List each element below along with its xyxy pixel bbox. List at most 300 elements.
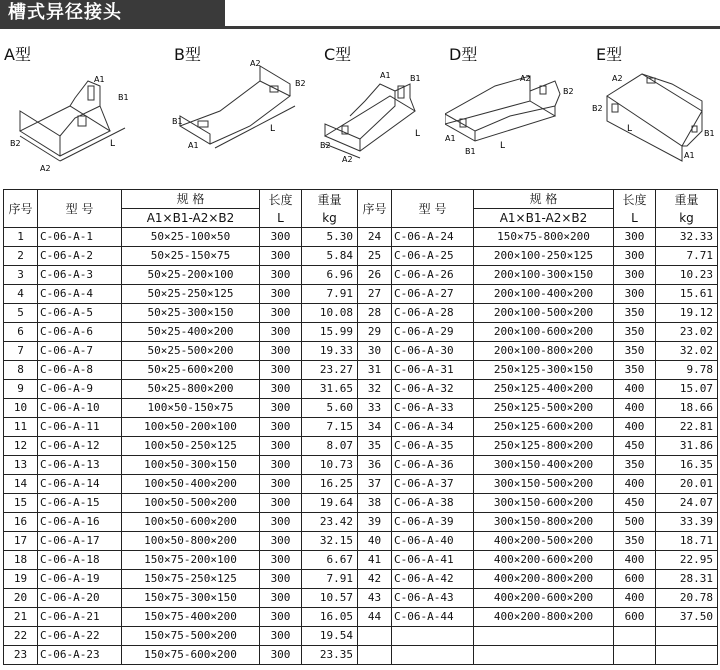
- cell-seq: 10: [4, 399, 38, 418]
- cell-length: 300: [260, 323, 302, 342]
- table-row: [4, 475, 718, 494]
- cell-spec: 150×75-400×200: [122, 608, 260, 627]
- cell-length: 300: [614, 285, 656, 304]
- cell-model: C-06-A-17: [38, 532, 122, 551]
- cell-length: [614, 646, 656, 665]
- cell-length: 300: [260, 418, 302, 437]
- cell-weight: 5.60: [302, 399, 358, 418]
- cell-length: 300: [260, 437, 302, 456]
- cell-model: C-06-A-9: [38, 380, 122, 399]
- cell-seq: 33: [358, 399, 392, 418]
- cell-seq: 9: [4, 380, 38, 399]
- cell-spec: 100×50-800×200: [122, 532, 260, 551]
- dim-a1: A1: [188, 141, 199, 150]
- cell-weight: 5.30: [302, 228, 358, 247]
- header-seq: 序号: [358, 190, 392, 228]
- table-row: [4, 323, 718, 342]
- cell-seq: 39: [358, 513, 392, 532]
- cell-spec: 150×75-800×200: [474, 228, 614, 247]
- cell-seq: 21: [4, 608, 38, 627]
- table-row: [4, 418, 718, 437]
- cell-length: 300: [260, 266, 302, 285]
- cell-weight: 16.35: [656, 456, 718, 475]
- cell-length: 300: [260, 570, 302, 589]
- cell-seq: 30: [358, 342, 392, 361]
- cell-seq: 31: [358, 361, 392, 380]
- cell-length: 300: [260, 494, 302, 513]
- cell-weight: 22.95: [656, 551, 718, 570]
- cell-length: 350: [614, 456, 656, 475]
- table-row: [4, 285, 718, 304]
- cell-model: C-06-A-6: [38, 323, 122, 342]
- cell-weight: 16.25: [302, 475, 358, 494]
- cell-spec: 150×75-600×200: [122, 646, 260, 665]
- cell-weight: 18.71: [656, 532, 718, 551]
- cell-length: 500: [614, 513, 656, 532]
- dim-b1: B1: [465, 147, 476, 156]
- cell-length: 300: [260, 342, 302, 361]
- cell-weight: 32.33: [656, 228, 718, 247]
- cell-model: C-06-A-4: [38, 285, 122, 304]
- page-title: 槽式异径接头: [8, 2, 122, 23]
- cell-spec: 100×50-600×200: [122, 513, 260, 532]
- diagram-label: D型: [449, 45, 478, 64]
- cell-spec: 400×200-600×200: [474, 551, 614, 570]
- cell-model: C-06-A-5: [38, 304, 122, 323]
- cell-weight: 23.35: [302, 646, 358, 665]
- cell-length: 300: [260, 627, 302, 646]
- cell-weight: 19.64: [302, 494, 358, 513]
- cell-weight: [656, 646, 718, 665]
- cell-model: C-06-A-33: [392, 399, 474, 418]
- dim-b2: B2: [320, 141, 331, 150]
- cell-spec: 50×25-200×100: [122, 266, 260, 285]
- header-spec: 规 格: [474, 190, 614, 209]
- cell-length: 300: [260, 589, 302, 608]
- table-row: [4, 570, 718, 589]
- cell-seq: 1: [4, 228, 38, 247]
- cell-length: 300: [260, 380, 302, 399]
- cell-spec: 100×50-500×200: [122, 494, 260, 513]
- diagram-c: [320, 36, 460, 186]
- cell-model: C-06-A-41: [392, 551, 474, 570]
- cell-weight: 23.02: [656, 323, 718, 342]
- cell-spec: 400×200-800×200: [474, 570, 614, 589]
- reducer-d-drawing: [445, 36, 595, 186]
- cell-length: 300: [260, 475, 302, 494]
- diagram-d: [445, 36, 585, 186]
- cell-weight: 32.15: [302, 532, 358, 551]
- cell-model: [392, 646, 474, 665]
- cell-seq: 40: [358, 532, 392, 551]
- cell-seq: 35: [358, 437, 392, 456]
- cell-length: 350: [614, 532, 656, 551]
- cell-length: 450: [614, 437, 656, 456]
- cell-spec: 100×50-250×125: [122, 437, 260, 456]
- cell-model: C-06-A-10: [38, 399, 122, 418]
- cell-spec: 400×200-500×200: [474, 532, 614, 551]
- table-row: [4, 513, 718, 532]
- table-row: [4, 494, 718, 513]
- cell-length: 300: [614, 266, 656, 285]
- cell-seq: 37: [358, 475, 392, 494]
- dim-a1: A1: [445, 134, 456, 143]
- cell-spec: 100×50-300×150: [122, 456, 260, 475]
- cell-weight: 22.81: [656, 418, 718, 437]
- cell-seq: 25: [358, 247, 392, 266]
- dim-b2: B2: [10, 139, 21, 148]
- table-row: [4, 456, 718, 475]
- cell-weight: 31.86: [656, 437, 718, 456]
- cell-model: C-06-A-30: [392, 342, 474, 361]
- cell-spec: 50×25-800×200: [122, 380, 260, 399]
- cell-weight: 23.27: [302, 361, 358, 380]
- cell-length: 400: [614, 418, 656, 437]
- dim-b1: B1: [118, 93, 129, 102]
- diagram-b: [170, 36, 310, 186]
- header-weight: 重量 kg: [302, 190, 358, 228]
- cell-model: [392, 627, 474, 646]
- header-length: 长度 L: [614, 190, 656, 228]
- cell-weight: 10.73: [302, 456, 358, 475]
- cell-model: C-06-A-26: [392, 266, 474, 285]
- cell-spec: 50×25-500×200: [122, 342, 260, 361]
- cell-spec: 200×100-400×200: [474, 285, 614, 304]
- cell-seq: 36: [358, 456, 392, 475]
- cell-length: 300: [260, 304, 302, 323]
- diagram-row: [0, 36, 720, 186]
- cell-weight: 7.91: [302, 570, 358, 589]
- cell-weight: 19.33: [302, 342, 358, 361]
- cell-length: 300: [260, 608, 302, 627]
- cell-seq: 24: [358, 228, 392, 247]
- diagram-label: C型: [324, 45, 352, 64]
- dim-b2: B2: [295, 79, 306, 88]
- title-bar: [0, 0, 720, 30]
- cell-model: C-06-A-12: [38, 437, 122, 456]
- cell-spec: 150×75-300×150: [122, 589, 260, 608]
- cell-weight: 7.15: [302, 418, 358, 437]
- dim-a1: A1: [684, 151, 695, 160]
- table-row: [4, 361, 718, 380]
- cell-seq: 43: [358, 589, 392, 608]
- header-spec-formula: A1×B1-A2×B2: [122, 209, 260, 228]
- cell-spec: 50×25-100×50: [122, 228, 260, 247]
- cell-seq: 34: [358, 418, 392, 437]
- cell-spec: [474, 646, 614, 665]
- dim-b1: B1: [410, 74, 421, 83]
- cell-length: 350: [614, 342, 656, 361]
- cell-length: 400: [614, 551, 656, 570]
- cell-seq: 28: [358, 304, 392, 323]
- cell-weight: 10.23: [656, 266, 718, 285]
- dim-a1: A1: [94, 75, 105, 84]
- cell-model: C-06-A-3: [38, 266, 122, 285]
- cell-spec: 150×75-500×200: [122, 627, 260, 646]
- cell-spec: 50×25-300×150: [122, 304, 260, 323]
- cell-model: C-06-A-34: [392, 418, 474, 437]
- table-row: [4, 627, 718, 646]
- cell-length: 450: [614, 494, 656, 513]
- diagram-label: B型: [174, 45, 201, 64]
- cell-seq: 11: [4, 418, 38, 437]
- dim-a2: A2: [520, 74, 531, 83]
- cell-model: C-06-A-25: [392, 247, 474, 266]
- dim-l: L: [500, 141, 506, 151]
- dim-a2: A2: [342, 155, 353, 164]
- table-row: [4, 399, 718, 418]
- cell-weight: 15.61: [656, 285, 718, 304]
- cell-model: C-06-A-20: [38, 589, 122, 608]
- cell-weight: 10.57: [302, 589, 358, 608]
- cell-seq: 12: [4, 437, 38, 456]
- header-spec-formula: A1×B1-A2×B2: [474, 209, 614, 228]
- cell-model: C-06-A-16: [38, 513, 122, 532]
- cell-length: 350: [614, 304, 656, 323]
- cell-model: C-06-A-18: [38, 551, 122, 570]
- cell-spec: 300×150-500×200: [474, 475, 614, 494]
- cell-spec: 150×75-250×125: [122, 570, 260, 589]
- cell-model: C-06-A-22: [38, 627, 122, 646]
- cell-spec: 250×125-400×200: [474, 380, 614, 399]
- cell-weight: 8.07: [302, 437, 358, 456]
- cell-seq: 7: [4, 342, 38, 361]
- cell-spec: 150×75-200×100: [122, 551, 260, 570]
- cell-model: C-06-A-39: [392, 513, 474, 532]
- cell-seq: 17: [4, 532, 38, 551]
- cell-length: 400: [614, 380, 656, 399]
- cell-seq: 16: [4, 513, 38, 532]
- dim-b1: B1: [172, 117, 183, 126]
- dim-a2: A2: [250, 59, 261, 68]
- cell-weight: 33.39: [656, 513, 718, 532]
- cell-model: C-06-A-2: [38, 247, 122, 266]
- cell-model: C-06-A-35: [392, 437, 474, 456]
- cell-length: 300: [260, 646, 302, 665]
- cell-weight: [656, 627, 718, 646]
- cell-seq: 13: [4, 456, 38, 475]
- cell-weight: 9.78: [656, 361, 718, 380]
- cell-spec: 100×50-200×100: [122, 418, 260, 437]
- dim-l: L: [415, 129, 421, 139]
- cell-seq: 26: [358, 266, 392, 285]
- cell-seq: 4: [4, 285, 38, 304]
- cell-spec: 400×200-600×200: [474, 589, 614, 608]
- dim-l: L: [627, 124, 633, 134]
- dim-b2: B2: [592, 104, 603, 113]
- cell-length: 350: [614, 323, 656, 342]
- cell-seq: 5: [4, 304, 38, 323]
- cell-model: C-06-A-14: [38, 475, 122, 494]
- cell-spec: 250×125-600×200: [474, 418, 614, 437]
- header-spec: 规 格: [122, 190, 260, 209]
- cell-model: C-06-A-43: [392, 589, 474, 608]
- table-row: [4, 532, 718, 551]
- cell-spec: 50×25-150×75: [122, 247, 260, 266]
- cell-weight: 32.02: [656, 342, 718, 361]
- cell-weight: 37.50: [656, 608, 718, 627]
- table-row: [4, 437, 718, 456]
- cell-model: C-06-A-29: [392, 323, 474, 342]
- dim-a2: A2: [612, 74, 623, 83]
- cell-weight: 20.78: [656, 589, 718, 608]
- cell-seq: 3: [4, 266, 38, 285]
- cell-seq: 22: [4, 627, 38, 646]
- table-row: [4, 228, 718, 247]
- cell-weight: 5.84: [302, 247, 358, 266]
- cell-model: C-06-A-19: [38, 570, 122, 589]
- cell-model: C-06-A-7: [38, 342, 122, 361]
- cell-model: C-06-A-31: [392, 361, 474, 380]
- cell-weight: 20.01: [656, 475, 718, 494]
- cell-model: C-06-A-27: [392, 285, 474, 304]
- cell-weight: 6.67: [302, 551, 358, 570]
- cell-seq: 14: [4, 475, 38, 494]
- header-weight: 重量 kg: [656, 190, 718, 228]
- table-row: [4, 266, 718, 285]
- header-length: 长度 L: [260, 190, 302, 228]
- cell-model: C-06-A-36: [392, 456, 474, 475]
- cell-seq: 44: [358, 608, 392, 627]
- cell-spec: 250×125-500×200: [474, 399, 614, 418]
- cell-spec: 100×50-150×75: [122, 399, 260, 418]
- cell-model: C-06-A-1: [38, 228, 122, 247]
- diagram-a: [0, 36, 140, 186]
- cell-length: 300: [260, 532, 302, 551]
- dim-l: L: [110, 139, 116, 149]
- cell-length: 350: [614, 361, 656, 380]
- cell-length: 400: [614, 475, 656, 494]
- cell-length: 300: [614, 247, 656, 266]
- cell-model: C-06-A-21: [38, 608, 122, 627]
- title-rule: [0, 26, 720, 29]
- cell-seq: 23: [4, 646, 38, 665]
- cell-seq: 27: [358, 285, 392, 304]
- cell-spec: 50×25-400×200: [122, 323, 260, 342]
- cell-weight: 10.08: [302, 304, 358, 323]
- cell-seq: [358, 646, 392, 665]
- cell-seq: 6: [4, 323, 38, 342]
- table-row: [4, 608, 718, 627]
- cell-length: 600: [614, 608, 656, 627]
- cell-model: C-06-A-23: [38, 646, 122, 665]
- reducer-e-drawing: [592, 36, 717, 186]
- cell-length: 300: [260, 399, 302, 418]
- cell-seq: 8: [4, 361, 38, 380]
- dim-l: L: [270, 124, 276, 134]
- cell-length: 600: [614, 570, 656, 589]
- header-seq: 序号: [4, 190, 38, 228]
- cell-spec: 50×25-250×125: [122, 285, 260, 304]
- cell-spec: 200×100-300×150: [474, 266, 614, 285]
- cell-spec: 300×150-400×200: [474, 456, 614, 475]
- table-body: [4, 228, 718, 665]
- cell-seq: 19: [4, 570, 38, 589]
- cell-seq: 2: [4, 247, 38, 266]
- cell-length: 300: [260, 361, 302, 380]
- cell-model: C-06-A-11: [38, 418, 122, 437]
- cell-spec: 200×100-600×200: [474, 323, 614, 342]
- reducer-a-drawing: [0, 36, 150, 186]
- cell-weight: 7.71: [656, 247, 718, 266]
- cell-spec: [474, 627, 614, 646]
- cell-spec: 100×50-400×200: [122, 475, 260, 494]
- cell-weight: 19.12: [656, 304, 718, 323]
- cell-weight: 7.91: [302, 285, 358, 304]
- cell-spec: 300×150-800×200: [474, 513, 614, 532]
- cell-weight: 15.07: [656, 380, 718, 399]
- cell-seq: 41: [358, 551, 392, 570]
- table-row: [4, 304, 718, 323]
- cell-length: 400: [614, 399, 656, 418]
- dim-a2: A2: [40, 164, 51, 173]
- table-row: [4, 380, 718, 399]
- cell-spec: 300×150-600×200: [474, 494, 614, 513]
- cell-length: 300: [260, 285, 302, 304]
- cell-spec: 200×100-800×200: [474, 342, 614, 361]
- cell-seq: 20: [4, 589, 38, 608]
- cell-spec: 200×100-250×125: [474, 247, 614, 266]
- cell-length: 300: [260, 551, 302, 570]
- cell-weight: 6.96: [302, 266, 358, 285]
- cell-model: C-06-A-42: [392, 570, 474, 589]
- table-row: [4, 646, 718, 665]
- cell-model: C-06-A-38: [392, 494, 474, 513]
- cell-length: [614, 627, 656, 646]
- table-row: [4, 589, 718, 608]
- dim-b1: B1: [704, 129, 715, 138]
- cell-model: C-06-A-32: [392, 380, 474, 399]
- cell-length: 300: [614, 228, 656, 247]
- cell-length: 400: [614, 589, 656, 608]
- header-model: 型 号: [38, 190, 122, 228]
- cell-seq: 42: [358, 570, 392, 589]
- cell-model: C-06-A-24: [392, 228, 474, 247]
- cell-spec: 200×100-500×200: [474, 304, 614, 323]
- cell-spec: 400×200-800×200: [474, 608, 614, 627]
- cell-model: C-06-A-15: [38, 494, 122, 513]
- cell-weight: 18.66: [656, 399, 718, 418]
- cell-weight: 19.54: [302, 627, 358, 646]
- cell-seq: [358, 627, 392, 646]
- cell-length: 300: [260, 456, 302, 475]
- cell-seq: 32: [358, 380, 392, 399]
- diagram-e: [592, 36, 720, 186]
- cell-weight: 24.07: [656, 494, 718, 513]
- dim-a1: A1: [380, 71, 391, 80]
- table-row: [4, 551, 718, 570]
- cell-model: C-06-A-28: [392, 304, 474, 323]
- reducer-b-drawing: [170, 36, 320, 186]
- cell-length: 300: [260, 228, 302, 247]
- cell-model: C-06-A-37: [392, 475, 474, 494]
- dim-b2: B2: [563, 87, 574, 96]
- cell-weight: 23.42: [302, 513, 358, 532]
- cell-spec: 50×25-600×200: [122, 361, 260, 380]
- header-model: 型 号: [392, 190, 474, 228]
- spec-table: [3, 189, 718, 665]
- diagram-label: E型: [596, 45, 623, 64]
- cell-seq: 18: [4, 551, 38, 570]
- cell-weight: 15.99: [302, 323, 358, 342]
- table-row: [4, 342, 718, 361]
- cell-model: C-06-A-13: [38, 456, 122, 475]
- cell-seq: 29: [358, 323, 392, 342]
- cell-weight: 28.31: [656, 570, 718, 589]
- cell-model: C-06-A-44: [392, 608, 474, 627]
- cell-spec: 250×125-300×150: [474, 361, 614, 380]
- cell-spec: 250×125-800×200: [474, 437, 614, 456]
